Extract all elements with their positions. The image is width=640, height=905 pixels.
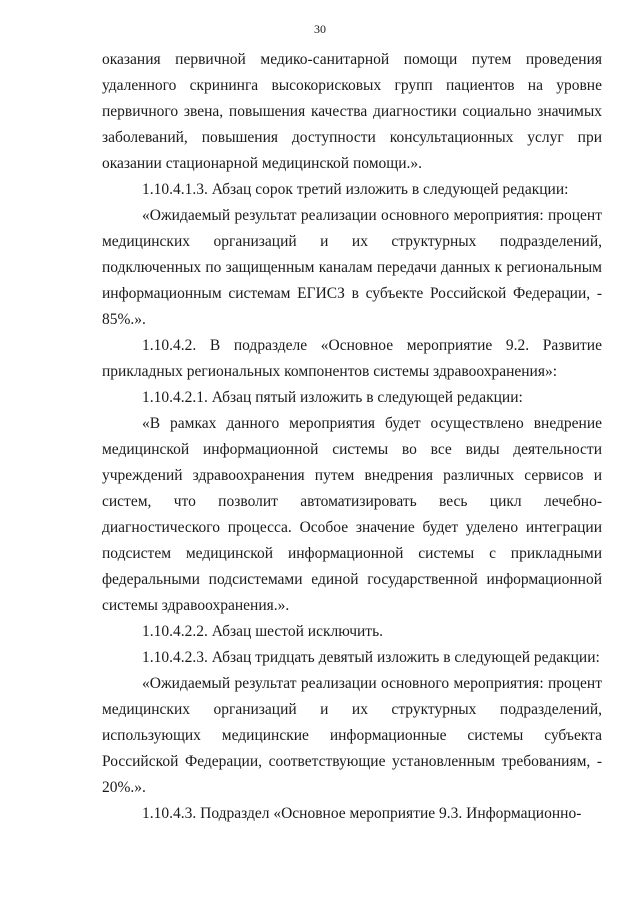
- paragraph-item-1-10-4-2-3: 1.10.4.2.3. Абзац тридцать девятый изложить в следующей редакции:: [142, 649, 600, 666]
- paragraph-quote-result-20: «Ожидаемый результат реализации основного мероприятия: процент медицинских организаций и их структурных подразделений, использующих медицинские информационные системы субъекта Российской Федерации, соответствующие установленным требованиям, - 20%.».: [102, 675, 602, 796]
- paragraph-item-1-10-4-2: 1.10.4.2. В подразделе «Основное мероприятие 9.2. Развитие прикладных региональных компонентов системы здравоохранения»:: [102, 337, 602, 380]
- paragraph-continuation: оказания первичной медико-санитарной помощи путем проведения удаленного скрининга высокорисковых групп пациентов на уровне первичного звена, повышения качества диагностики социально значимых заболеваний, повышения доступности консультационных услуг при оказании стационарной медицинской помощи.».: [102, 51, 602, 172]
- document-body: [102, 47, 602, 827]
- page-number: 30: [314, 22, 326, 36]
- paragraph-item-1-10-4-2-1: 1.10.4.2.1. Абзац пятый изложить в следующей редакции:: [142, 389, 523, 406]
- paragraph-item-1-10-4-1-3: 1.10.4.1.3. Абзац сорок третий изложить в следующей редакции:: [142, 181, 569, 198]
- paragraph-item-1-10-4-2-2: 1.10.4.2.2. Абзац шестой исключить.: [142, 623, 384, 640]
- paragraph-quote-result-85: «Ожидаемый результат реализации основного мероприятия: процент медицинских организаций и их структурных подразделений, подключенных по защищенным каналам передачи данных к региональным информационным системам ЕГИСЗ в субъекте Российской Федерации, - 85%.».: [102, 207, 602, 328]
- paragraph-item-1-10-4-3: 1.10.4.3. Подраздел «Основное мероприятие 9.3. Информационно-: [142, 805, 582, 822]
- paragraph-quote-mis-implementation: «В рамках данного мероприятия будет осуществлено внедрение медицинской информационной системы во все виды деятельности учреждений здравоохранения путем внедрения различных сервисов и систем, что позволит автоматизировать весь цикл лечебно-диагностического процесса. Особое значение будет уделено интеграции подсистем медицинской информационной системы с прикладными федеральными подсистемами единой государственной информационной системы здравоохранения.».: [102, 415, 602, 614]
